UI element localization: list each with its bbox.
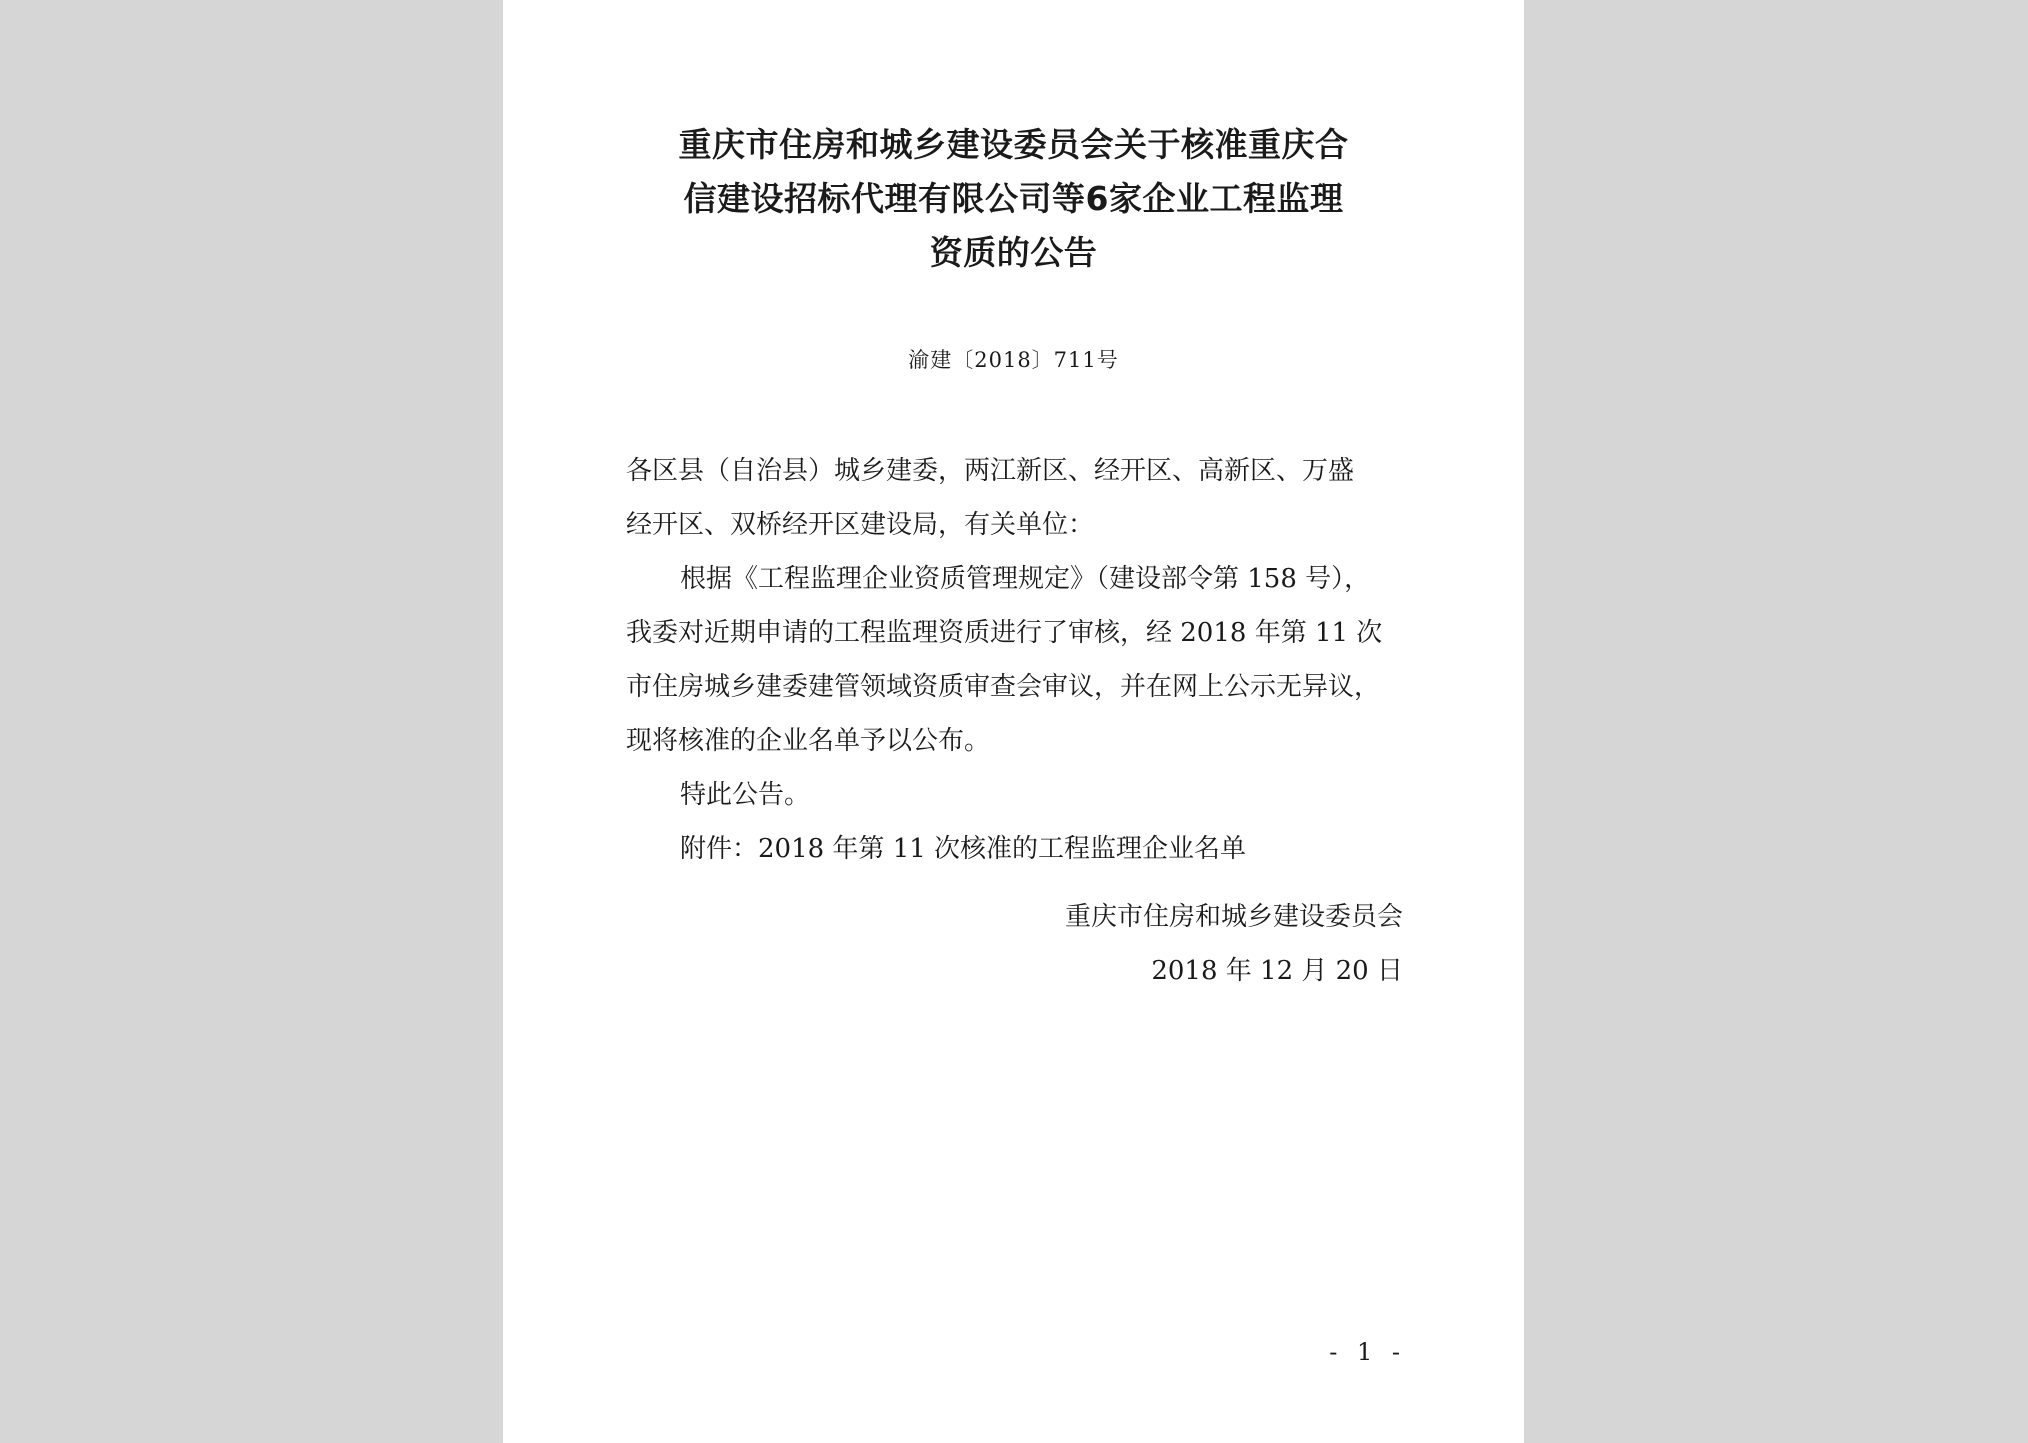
document-number: 渝建〔2018〕711号 (908, 348, 1119, 372)
body-line: 现将核准的企业名单予以公布。 (626, 726, 991, 756)
body-line: 市住房城乡建委建管领域资质审查会审议，并在网上公示无异议， (626, 672, 1381, 702)
recipient-line: 各区县（自治县）城乡建委，两江新区、经开区、高新区、万盛 (626, 456, 1355, 486)
issuer-name: 重庆市住房和城乡建设委员会 (1064, 902, 1403, 932)
closing-line: 特此公告。 (680, 780, 811, 810)
body-line: 我委对近期申请的工程监理资质进行了审核，经 2018 年第 11 次 (626, 618, 1383, 648)
attachment-line: 附件：2018 年第 11 次核准的工程监理企业名单 (680, 834, 1247, 864)
recipient-line: 经开区、双桥经开区建设局，有关单位： (626, 510, 1095, 540)
issue-date: 2018 年 12 月 20 日 (1151, 956, 1403, 986)
body-line: 根据《工程监理企业资质管理规定》（建设部令第 158 号）， (680, 564, 1371, 594)
document-title (603, 118, 1424, 280)
document-page (503, 0, 1524, 1443)
title-line: 资质的公告 (929, 233, 1098, 272)
title-line: 信建设招标代理有限公司等6家企业工程监理 (683, 179, 1344, 218)
title-line: 重庆市住房和城乡建设委员会关于核准重庆合 (678, 125, 1349, 164)
signature-block (1065, 890, 1403, 998)
document-body (626, 444, 1426, 876)
page-number: - 1 - (1329, 1338, 1406, 1366)
